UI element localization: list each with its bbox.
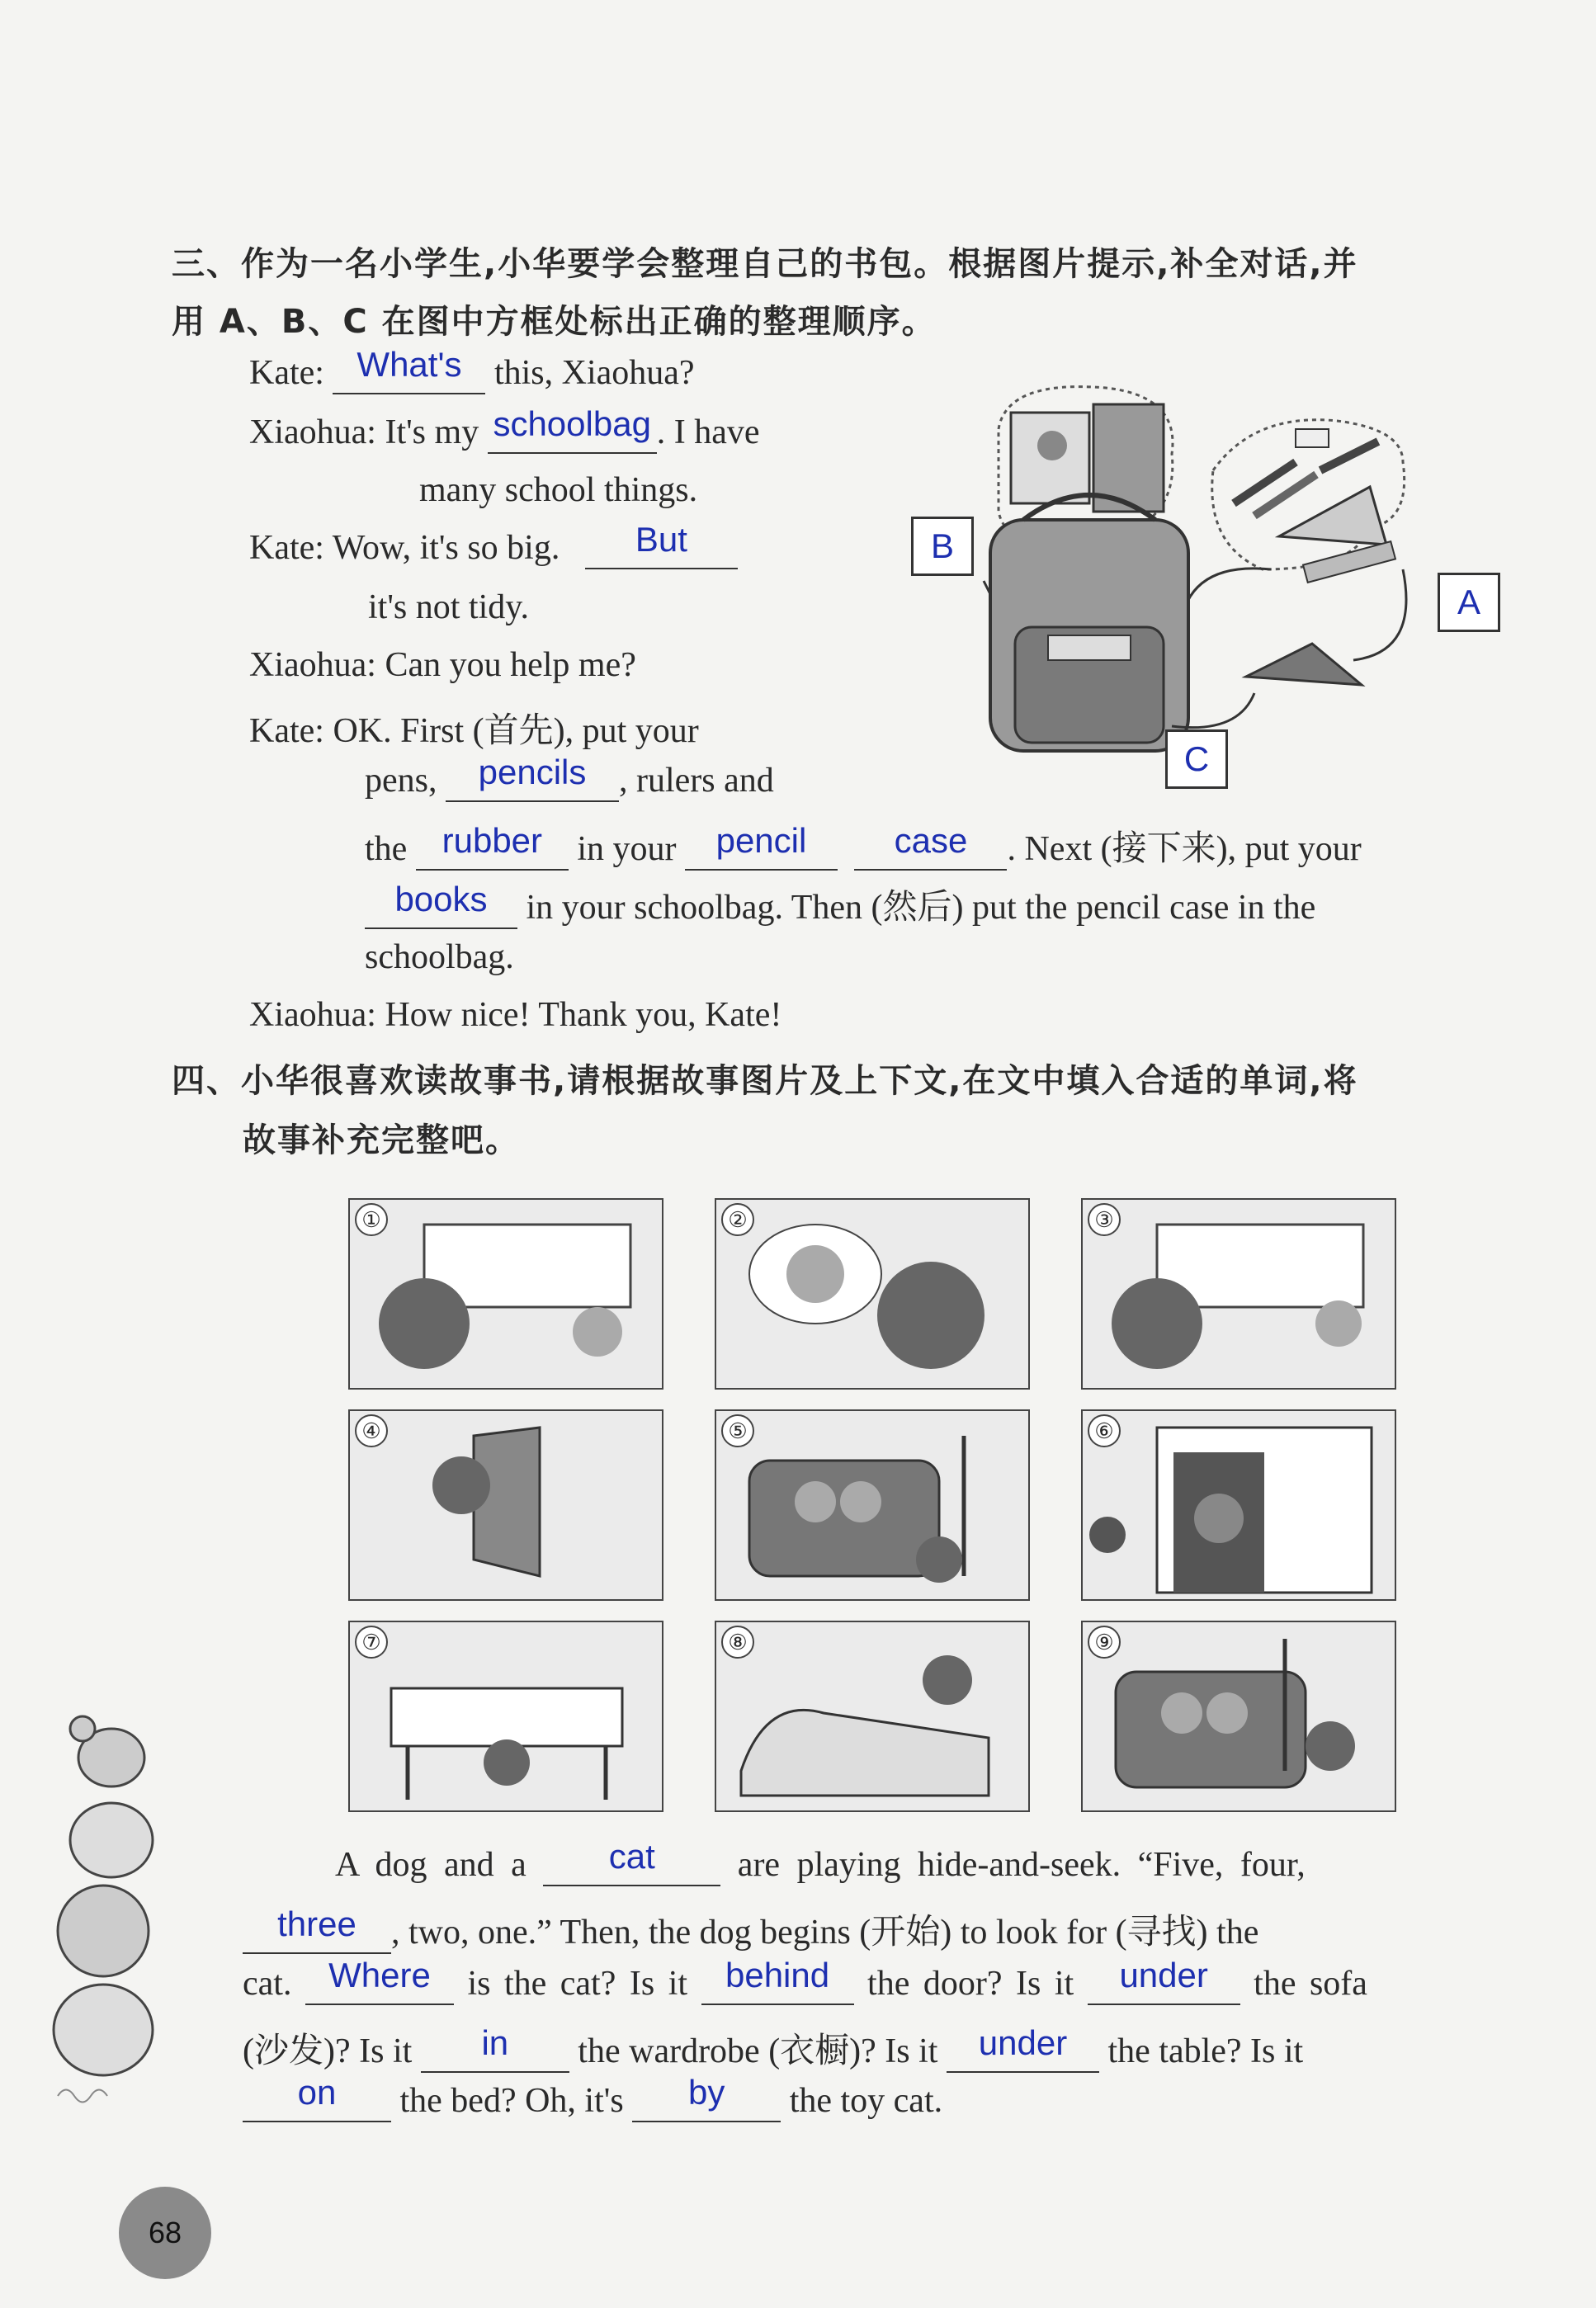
story-line-3 [243, 1956, 1367, 2005]
story-text: the table? Is it [1107, 2032, 1304, 2070]
answer-blank[interactable] [685, 821, 838, 871]
answer-blank[interactable] [243, 2073, 391, 2122]
panel-number: ⑤ [721, 1414, 754, 1447]
dialogue-text: it's not tidy. [368, 588, 530, 626]
story-line-1 [335, 1837, 1306, 1886]
cat-icon [54, 1985, 153, 2075]
answer-text: behind [725, 1956, 830, 1994]
answer-blank[interactable] [365, 880, 517, 929]
answer-blank[interactable] [416, 821, 569, 871]
dialogue-text: It's my [385, 413, 479, 451]
dialogue-text: Can you help me? [385, 646, 636, 684]
stacked-animals-decoration [33, 1700, 182, 2112]
dialogue-line-5 [249, 703, 699, 753]
dialogue-text: in your [577, 830, 677, 868]
answer-text: case [894, 821, 968, 860]
answer-blank[interactable] [421, 2023, 569, 2073]
panel-number: ⑦ [355, 1626, 388, 1659]
story-line-2 [243, 1904, 1258, 1954]
schoolbag-illustration [908, 380, 1518, 776]
answer-text: under [1119, 1956, 1208, 1994]
panel-number: ④ [355, 1414, 388, 1447]
answer-text: pencil [715, 821, 807, 860]
answer-blank[interactable] [488, 404, 657, 454]
dialogue-line-4 [249, 645, 636, 685]
answer-text: cat [608, 1837, 655, 1876]
story-text: the wardrobe (衣橱)? Is it [578, 2032, 938, 2070]
story-line-5 [243, 2073, 943, 2122]
dialogue-text: pens, [365, 762, 437, 800]
story-text: cat. [243, 1965, 292, 2003]
story-text: the toy cat. [789, 2082, 943, 2120]
panel-number: ③ [1088, 1203, 1121, 1236]
section3-title-line1: 三、作为一名小学生,小华要学会整理自己的书包。根据图片提示,补全对话,并 [172, 245, 1358, 283]
answer-text: pencils [478, 753, 587, 791]
answer-text: by [688, 2073, 725, 2112]
answer-blank[interactable] [854, 821, 1007, 871]
answer-text: rubber [441, 821, 543, 860]
panel-number: ⑥ [1088, 1414, 1121, 1447]
speaker: Xiaohua: [249, 996, 376, 1034]
dialogue-text: How nice! Thank you, Kate! [385, 996, 782, 1034]
cat-icon [70, 1803, 153, 1877]
order-box-b[interactable]: B [911, 517, 974, 576]
page-number: 68 [119, 2187, 211, 2279]
dialogue-line-1 [249, 345, 695, 394]
dog-behind-door-illustration [350, 1411, 662, 1599]
cat-leaving-illustration [1083, 1200, 1395, 1388]
dog-in-wardrobe-illustration [1083, 1411, 1395, 1599]
section4-title-line2: 故事补充完整吧。 [243, 1121, 520, 1159]
story-panel-4 [348, 1409, 663, 1601]
answer-text: three [277, 1904, 357, 1943]
dialogue-line-5b [365, 753, 774, 802]
story-text: (沙发)? Is it [243, 2032, 413, 2070]
answer-blank[interactable] [543, 1837, 720, 1886]
answer-text: on [297, 2073, 337, 2112]
story-panel-3 [1081, 1198, 1396, 1390]
arrow-icon [1180, 569, 1271, 627]
answer-text: schoolbag [493, 404, 651, 443]
dialogue-text: OK. First (首先), put your [333, 712, 699, 750]
answer-text: under [978, 2023, 1068, 2062]
answer-blank[interactable] [305, 1956, 454, 2005]
story-text: is the cat? Is it [467, 1965, 688, 2003]
dialogue-text: , rulers and [619, 762, 774, 800]
dialogue-text: the [365, 830, 408, 868]
speaker: Xiaohua: [249, 646, 376, 684]
order-box-a[interactable]: A [1438, 573, 1500, 632]
story-panel-9 [1081, 1621, 1396, 1812]
story-panel-7 [348, 1621, 663, 1812]
order-box-c[interactable]: C [1165, 729, 1228, 789]
answer-blank[interactable] [585, 520, 738, 569]
story-panel-6 [1081, 1409, 1396, 1601]
dialogue-text: schoolbag. [365, 938, 514, 976]
dog-counting-illustration [350, 1200, 662, 1388]
story-text: A dog and a [335, 1846, 526, 1884]
dialogue-text: many school things. [419, 471, 698, 509]
panel-number: ⑧ [721, 1626, 754, 1659]
story-text: the door? Is it [867, 1965, 1074, 2003]
dialogue-text: in your schoolbag. Then (然后) put the pencil case in the [526, 889, 1316, 927]
arrow-icon [1353, 569, 1406, 660]
dialogue-text: this, Xiaohua? [493, 354, 695, 392]
answer-blank[interactable] [1088, 1956, 1240, 2005]
dog-by-sofa-illustration [716, 1411, 1028, 1599]
dialogue-text: . Next (接下来), put your [1007, 830, 1362, 868]
dialogue-line-5c [365, 821, 1362, 871]
dialogue-text: Wow, it's so big. [332, 529, 560, 567]
dialogue-line-3 [249, 520, 738, 569]
section3-title-line2: 用 A、B、C 在图中方框处标出正确的整理顺序。 [172, 303, 937, 341]
answer-text: But [635, 520, 687, 559]
answer-text: in [481, 2023, 509, 2062]
panel-number: ② [721, 1203, 754, 1236]
answer-text: Where [328, 1956, 431, 1994]
dialogue-line-6 [249, 995, 781, 1035]
story-panel-2 [715, 1198, 1030, 1390]
triangle-ruler-icon [1279, 487, 1386, 545]
dialogue-line-5d [365, 880, 1315, 929]
ruler-icon [1303, 541, 1395, 583]
answer-blank[interactable] [333, 345, 485, 394]
dog-under-table-illustration [350, 1622, 662, 1810]
story-line-4 [243, 2023, 1303, 2073]
story-text: are playing hide-and-seek. “Five, four, [737, 1846, 1306, 1884]
section4-title-line1: 四、小华很喜欢读故事书,请根据故事图片及上下文,在文中填入合适的单词,将 [172, 1062, 1358, 1100]
story-text: the bed? Oh, it's [399, 2082, 624, 2120]
dog-finds-cat-illustration [1083, 1622, 1395, 1810]
story-panel-1 [348, 1198, 663, 1390]
cat-icon [58, 1886, 149, 1976]
answer-blank[interactable] [947, 2023, 1099, 2073]
dog-thinking-illustration [716, 1200, 1028, 1388]
pencil-case-icon [1246, 644, 1362, 685]
answer-blank[interactable] [243, 1904, 391, 1954]
speaker: Kate: [249, 354, 324, 392]
panel-number: ① [355, 1203, 388, 1236]
story-text: the sofa [1254, 1965, 1367, 2003]
answer-text: books [394, 880, 488, 918]
panel-number: ⑨ [1088, 1626, 1121, 1659]
story-panel-5 [715, 1409, 1030, 1601]
sun-icon [1037, 431, 1067, 460]
speaker: Kate: [249, 529, 324, 567]
story-text: , two, one.” Then, the dog begins (开始) to look for (寻找) the [391, 1914, 1259, 1952]
dialogue-text: . I have [656, 413, 760, 451]
answer-text: What's [357, 345, 462, 384]
answer-blank[interactable] [632, 2073, 781, 2122]
dog-on-bed-illustration [716, 1622, 1028, 1810]
answer-blank[interactable] [446, 753, 619, 802]
speaker: Xiaohua: [249, 413, 376, 451]
speaker: Kate: [249, 712, 324, 750]
dialogue-line-2 [249, 404, 760, 454]
story-panel-8 [715, 1621, 1030, 1812]
rubber-icon [1296, 429, 1329, 447]
answer-blank[interactable] [701, 1956, 854, 2005]
